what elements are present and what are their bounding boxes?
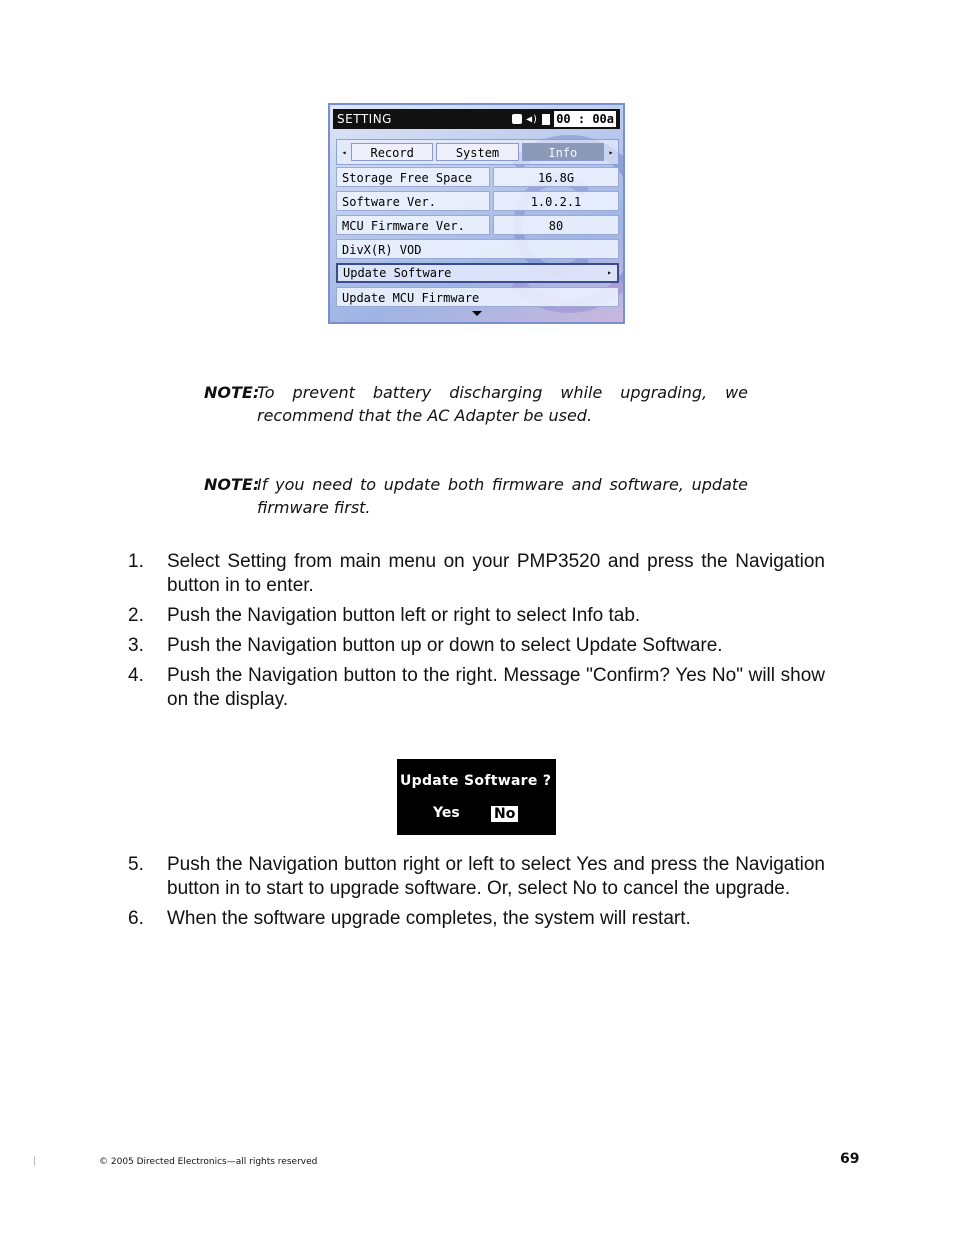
- note-battery: [204, 381, 748, 427]
- list-item: [128, 664, 825, 712]
- row-value: 16.8G: [493, 167, 619, 187]
- no-button[interactable]: No: [491, 806, 518, 822]
- settings-tabs: [336, 139, 619, 165]
- step-text: Push the Navigation button right or left to select Yes and press the Navigation button in to start to upgrade software. Or, select No to cancel the upgrade.: [167, 854, 825, 899]
- list-item: [128, 604, 825, 628]
- device-screen: [328, 103, 625, 324]
- row-label: Software Ver.: [336, 191, 490, 211]
- step-number: 1.: [128, 551, 144, 572]
- step-text: Push the Navigation button up or down to select Update Software.: [167, 635, 723, 656]
- row-label: MCU Firmware Ver.: [336, 215, 490, 235]
- list-item: [128, 634, 825, 658]
- scroll-down-icon[interactable]: [472, 311, 482, 316]
- page-number: 69: [840, 1151, 860, 1167]
- step-text: Push the Navigation button to the right. Message "Confirm? Yes No" will show on the display.: [167, 665, 825, 710]
- step-number: 6.: [128, 908, 144, 929]
- row-cell: [336, 263, 619, 283]
- confirm-dialog: [397, 759, 556, 835]
- note-text: If you need to update both firmware and software, update firmware first.: [257, 475, 748, 517]
- tab-record[interactable]: Record: [351, 143, 433, 161]
- chevron-right-icon: ▸: [607, 268, 612, 277]
- note-label: NOTE:: [204, 475, 260, 494]
- footer-divider: [34, 1156, 35, 1166]
- tab-info[interactable]: Info: [522, 143, 604, 161]
- list-item: [128, 550, 825, 598]
- yes-button[interactable]: Yes: [433, 805, 460, 821]
- list-item-mcu-version[interactable]: [336, 215, 619, 235]
- row-label: DivX(R) VOD: [336, 239, 619, 259]
- copyright: © 2005 Directed Electronics—all rights reserved: [99, 1157, 318, 1167]
- step-number: 4.: [128, 665, 144, 686]
- row-label: Update Software: [343, 266, 452, 280]
- list-item-storage[interactable]: [336, 167, 619, 187]
- step-number: 3.: [128, 635, 144, 656]
- steps-list-2: [128, 853, 825, 937]
- battery-icon: [542, 114, 550, 125]
- step-text: Push the Navigation button left or right to select Info tab.: [167, 605, 641, 626]
- screen-title-bar: [333, 109, 620, 129]
- row-value: 1.0.2.1: [493, 191, 619, 211]
- step-text: Select Setting from main menu on your PMP3520 and press the Navigation button in to enter.: [167, 551, 825, 596]
- list-item-update-software[interactable]: [336, 263, 619, 283]
- row-label: Update MCU Firmware: [336, 287, 619, 307]
- status-area: [512, 111, 616, 127]
- note-order: [204, 473, 748, 519]
- row-label: Storage Free Space: [336, 167, 490, 187]
- list-item-divx-vod[interactable]: [336, 239, 619, 259]
- info-list: [336, 167, 619, 311]
- speaker-icon: ◀): [526, 113, 539, 125]
- tab-left-arrow-icon[interactable]: ◂: [341, 147, 347, 157]
- step-number: 2.: [128, 605, 144, 626]
- sd-card-icon: [512, 114, 522, 124]
- confirm-question: Update Software ?: [400, 773, 552, 789]
- note-text: To prevent battery discharging while upgrading, we recommend that the AC Adapter be used.: [257, 383, 748, 425]
- step-number: 5.: [128, 854, 144, 875]
- list-item: [128, 907, 825, 931]
- step-text: When the software upgrade completes, the system will restart.: [167, 908, 691, 929]
- list-item-software-version[interactable]: [336, 191, 619, 211]
- tab-system[interactable]: System: [436, 143, 518, 161]
- list-item-update-mcu-firmware[interactable]: [336, 287, 619, 307]
- note-label: NOTE:: [204, 383, 260, 402]
- steps-list-1: [128, 550, 825, 718]
- clock: 00 : 00a: [556, 112, 614, 126]
- tab-right-arrow-icon[interactable]: ▸: [608, 147, 614, 157]
- screen-title: SETTING: [337, 112, 392, 126]
- row-value: 80: [493, 215, 619, 235]
- list-item: [128, 853, 825, 901]
